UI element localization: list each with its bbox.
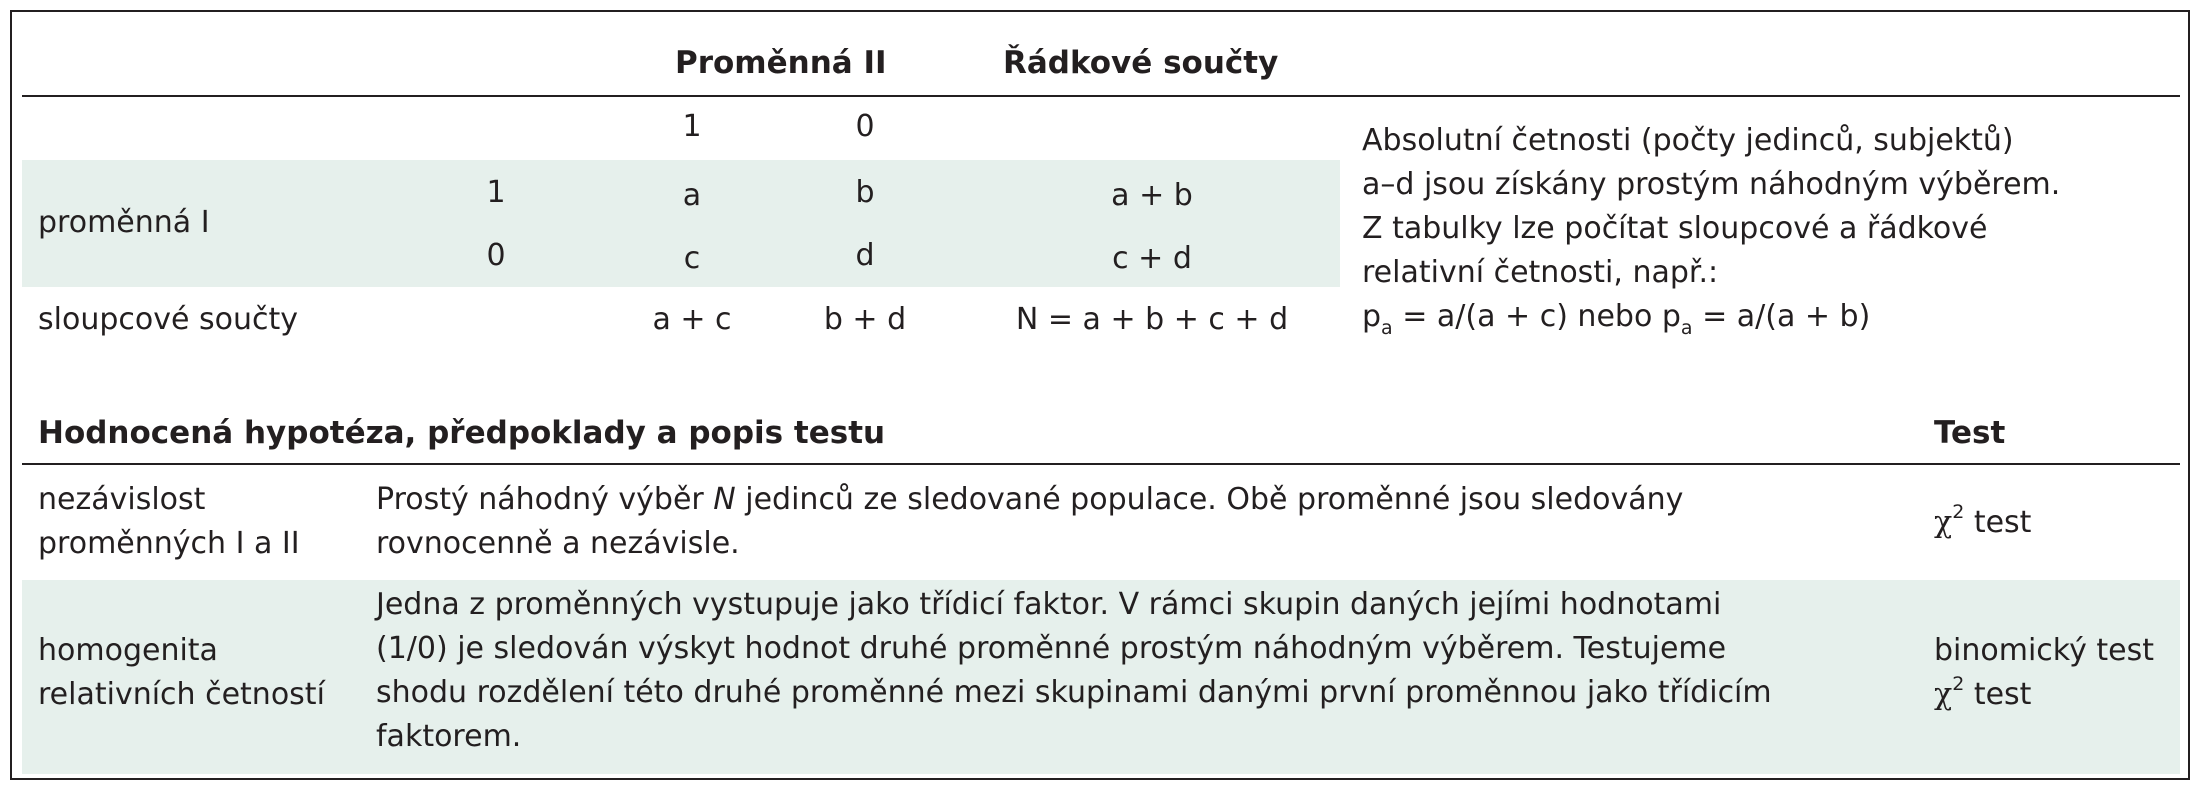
col-sum-1: a + c: [652, 302, 732, 337]
cell-a: a: [682, 178, 702, 213]
formula-p1: p: [1362, 299, 1382, 334]
row1-name-line-1: nezávislost: [38, 482, 206, 517]
row-sum-0: c + d: [1112, 241, 1192, 276]
header-test: Test: [1934, 415, 2006, 451]
row2-name-line-1: homogenita: [38, 633, 218, 668]
row2-chi-sup: 2: [1952, 673, 1965, 695]
row2-test-rest: test: [1964, 677, 2032, 712]
row2-test-2: [1934, 673, 2032, 712]
formula-part-2: = a/(a + b): [1692, 299, 1871, 334]
row-sum-1: a + b: [1111, 178, 1193, 213]
var2-value-0: 0: [855, 109, 875, 144]
row1-desc-part-1: Prostý náhodný výběr: [376, 482, 714, 517]
var1-label: proměnná I: [38, 205, 210, 240]
rule-tests-header: [22, 463, 2180, 465]
row2-description-line-2: (1/0) je sledován výskyt hodnot druhé proměnné prostým náhodným výběrem. Testujeme: [376, 631, 1727, 666]
row2-description-line-1: Jedna z proměnných vystupuje jako třídicí faktor. V rámci skupin daných jejími hodnotami: [376, 587, 1722, 622]
row1-description-line-2: rovnocenně a nezávisle.: [376, 526, 740, 561]
var2-value-1: 1: [682, 109, 702, 144]
header-hypothesis: Hodnocená hypotéza, předpoklady a popis testu: [38, 415, 886, 451]
note-line-1: Absolutní četnosti (počty jedinců, subjektů): [1362, 123, 2014, 158]
row2-description-line-4: faktorem.: [376, 719, 522, 754]
row1-desc-part-2: jedinců ze sledované populace. Obě proměnné jsou sledovány: [735, 482, 1684, 517]
row2-chi-symbol: χ: [1934, 677, 1953, 712]
formula-part-1: = a/(a + c) nebo: [1392, 299, 1662, 334]
formula-p1-sub: a: [1381, 317, 1393, 339]
row1-chi-sup: 2: [1952, 501, 1965, 523]
total-sum: N = a + b + c + d: [1015, 302, 1289, 337]
cell-b: b: [855, 175, 875, 210]
header-row-sums: Řádkové součty: [1003, 45, 1279, 81]
row1-name-line-2: proměnných I a II: [38, 526, 300, 561]
row1-desc-N: N: [713, 482, 736, 517]
header-variable-2: Proměnná II: [675, 45, 887, 81]
note-line-4: relativní četnosti, např.:: [1362, 255, 1719, 290]
cell-d: d: [855, 238, 875, 273]
rule-top-header: [22, 95, 2180, 97]
row2-test-1: binomický test: [1934, 633, 2155, 668]
row1-test-rest: test: [1964, 505, 2032, 540]
row1-description-line-1: [376, 482, 1684, 517]
row1-test: [1934, 501, 2032, 540]
var1-value-0: 0: [486, 238, 506, 273]
note-line-3: Z tabulky lze počítat sloupcové a řádkové: [1362, 211, 1988, 246]
row2-description-line-3: shodu rozdělení této druhé proměnné mezi skupinami danými první proměnnou jako třídicím: [376, 675, 1772, 710]
cell-c: c: [683, 241, 701, 276]
formula-p2: p: [1661, 299, 1681, 334]
var1-value-1: 1: [486, 175, 506, 210]
note-formula: [1362, 299, 1871, 339]
row2-name-line-2: relativních četností: [38, 677, 325, 712]
row1-chi-symbol: χ: [1934, 505, 1953, 540]
formula-p2-sub: a: [1680, 317, 1693, 339]
col-sum-0: b + d: [823, 302, 907, 337]
col-sums-label: sloupcové součty: [38, 302, 298, 337]
note-line-2: a–d jsou získány prostým náhodným výběrem.: [1362, 167, 2061, 202]
